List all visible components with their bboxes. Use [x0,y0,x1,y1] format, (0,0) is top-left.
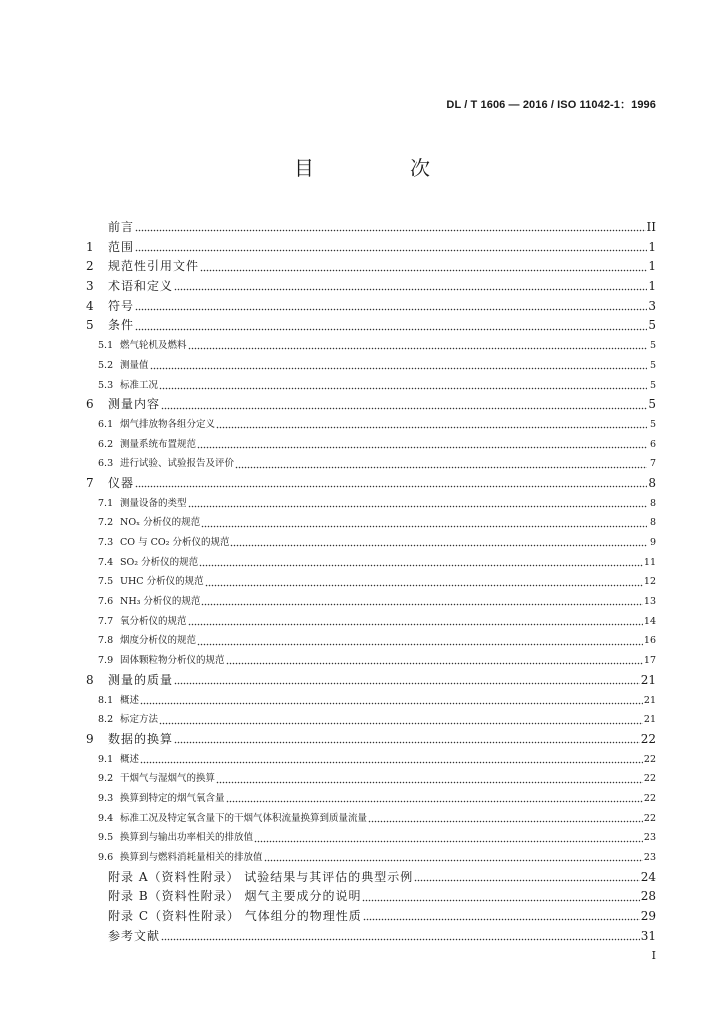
toc-entry-page: 1 [648,259,656,274]
toc-leader-dots [161,938,640,942]
toc-entry-label: 进行试验、试验报告及评价 [120,458,235,470]
table-of-contents [86,218,656,946]
toc-leader-dots [216,426,647,430]
toc-entry[interactable] [86,572,656,592]
toc-entry-number: 7.6 [98,596,114,608]
toc-entry[interactable] [86,454,656,474]
toc-leader-dots [188,504,647,508]
toc-entry-number: 9.4 [98,812,114,824]
toc-leader-dots [205,583,643,587]
toc-leader-dots [226,662,643,666]
toc-entry-page: 23 [643,852,656,863]
toc-leader-dots [135,327,647,331]
standard-code: DL / T 1606 — 2016 / ISO 11042-1：1996 [446,99,656,111]
toc-entry-number: 7.8 [98,635,114,647]
toc-entry[interactable] [86,631,656,651]
toc-entry-page: 22 [643,753,656,765]
toc-leader-dots [188,347,647,351]
toc-entry-page: 22 [643,792,656,804]
toc-entry-number: 2 [86,259,94,274]
page-title: 目 次 [294,156,468,180]
toc-entry-page: 7 [649,458,656,470]
toc-entry[interactable] [86,691,656,711]
toc-entry-page: 16 [643,635,656,647]
toc-entry[interactable] [86,809,656,829]
toc-entry-page: 9 [649,537,656,548]
toc-entry-label: 烟度分析仪的规范 [120,635,197,647]
toc-entry-label: 标准工况及特定氧含量下的干烟气体积流量换算到质量流量 [120,812,368,824]
toc-entry-number: 5.3 [98,379,114,391]
toc-entry-label: 固体颗粒物分析仪的规范 [120,655,225,667]
toc-entry-page: 5 [649,359,656,371]
toc-entry-page: 28 [640,889,656,904]
toc-entry-label: 烟气排放物各组分定义 [120,418,216,430]
toc-entry-page: 8 [649,517,656,529]
toc-entry-number: 8.2 [98,714,114,726]
toc-entry-label: 参考文献 [108,928,161,943]
toc-entry[interactable] [86,730,656,750]
toc-leader-dots [200,268,647,272]
toc-entry[interactable] [86,376,656,396]
toc-entry-number: 6.3 [98,458,114,470]
toc-entry-label: 测量值 [120,359,149,371]
toc-entry-label: 测量设备的类型 [120,497,187,509]
toc-entry-page: 5 [648,318,656,333]
toc-entry-page: 31 [640,928,656,943]
toc-entry-number: 6.2 [98,438,114,450]
toc-entry-label: 概述 [120,753,140,765]
toc-entry-label: 规范性引用文件 [108,259,200,274]
toc-leader-dots [174,741,640,745]
toc-entry-number: 9.3 [98,792,114,804]
toc-entry[interactable] [86,218,656,238]
toc-entry-page: 21 [643,694,656,706]
toc-entry-page: 3 [648,298,656,313]
toc-entry-page: 17 [643,655,656,667]
toc-leader-dots [235,465,647,469]
toc-entry-label: 概述 [120,694,140,706]
toc-entry[interactable] [86,238,656,258]
toc-leader-dots [216,780,643,784]
toc-entry-number: 3 [86,279,94,294]
toc-entry-page: 29 [640,909,656,924]
toc-entry-number: 9.6 [98,852,114,863]
toc-leader-dots [363,918,640,922]
toc-entry-page: 1 [648,279,656,294]
toc-leader-dots [362,898,639,902]
toc-entry[interactable] [86,887,656,907]
toc-leader-dots [135,249,647,253]
page-number: I [651,949,656,962]
toc-leader-dots [159,721,643,725]
toc-entry[interactable] [86,848,656,868]
toc-entry-number: 5.1 [98,340,114,352]
toc-entry-label: NH₃ 分析仪的规范 [120,596,201,608]
toc-entry-number: 7 [86,475,94,490]
toc-entry-number: 1 [86,239,94,254]
toc-leader-dots [254,839,643,843]
toc-entry[interactable] [86,592,656,612]
toc-entry-label: 换算到与燃料消耗量相关的排放值 [120,852,263,863]
toc-entry-number: 7.4 [98,556,114,568]
toc-entry[interactable] [86,257,656,277]
toc-entry-page: 22 [643,812,656,824]
toc-entry-number: 7.5 [98,576,114,588]
toc-entry-page: II [646,220,656,234]
toc-entry[interactable] [86,494,656,514]
toc-leader-dots [140,760,643,764]
toc-entry-label: 测量内容 [108,397,161,412]
toc-entry-label: 换算到与输出功率相关的排放值 [120,832,254,844]
toc-leader-dots [226,800,643,804]
toc-entry-number: 9.2 [98,773,114,785]
toc-entry-page: 5 [649,379,656,391]
toc-entry[interactable] [86,671,656,691]
toc-entry-number: 5 [86,318,94,333]
toc-leader-dots [188,623,643,627]
toc-entry[interactable] [86,474,656,494]
toc-entry-page: 13 [643,596,656,608]
toc-entry-number: 7.7 [98,615,114,627]
toc-entry-page: 21 [640,672,656,687]
toc-entry-label: 标准工况 [120,379,159,391]
toc-entry-label: 范围 [108,239,135,254]
toc-entry-label: NOₓ 分析仪的规范 [120,517,201,529]
toc-entry-number: 9.5 [98,832,114,844]
toc-entry-page: 23 [643,832,656,844]
toc-leader-dots [197,445,647,449]
toc-entry[interactable] [86,927,656,947]
toc-leader-dots [174,682,640,686]
toc-entry[interactable] [86,435,656,455]
toc-entry-label: 术语和定义 [108,279,174,294]
toc-entry[interactable] [86,533,656,553]
toc-entry[interactable] [86,336,656,356]
toc-entry-number: 6.1 [98,418,114,430]
toc-leader-dots [414,879,639,883]
toc-entry-number: 7.3 [98,537,114,548]
toc-entry[interactable] [86,789,656,809]
toc-entry-page: 11 [643,556,656,568]
toc-entry[interactable] [86,710,656,730]
toc-entry-label: 条件 [108,318,135,333]
toc-entry-label: 符号 [108,298,135,313]
toc-leader-dots [230,544,647,548]
toc-entry-label: 附录 A（资料性附录） 试验结果与其评估的典型示例 [108,869,414,884]
toc-entry-number: 8.1 [98,694,114,706]
toc-leader-dots [135,229,646,233]
toc-entry-page: 24 [640,869,656,884]
toc-entry[interactable] [86,415,656,435]
toc-leader-dots [135,485,647,489]
toc-entry-page: 1 [648,239,656,254]
toc-entry[interactable] [86,395,656,415]
toc-entry[interactable] [86,356,656,376]
toc-entry-label: 仪器 [108,475,135,490]
toc-entry-number: 9.1 [98,753,114,765]
toc-entry-page: 21 [643,714,656,726]
toc-entry[interactable] [86,553,656,573]
toc-entry-label: 燃气轮机及燃料 [120,340,187,352]
toc-leader-dots [264,859,643,863]
toc-entry-number: 7.1 [98,497,114,509]
toc-entry[interactable] [86,907,656,927]
toc-entry-label: 附录 C（资料性附录） 气体组分的物理性质 [108,909,362,924]
toc-entry-label: 换算到特定的烟气氧含量 [120,792,225,804]
toc-entry-label: CO 与 CO₂ 分析仪的规范 [120,537,230,548]
toc-entry-label: 测量系统布置规范 [120,438,197,450]
toc-leader-dots [140,701,643,705]
toc-entry[interactable] [86,316,656,336]
toc-leader-dots [135,308,647,312]
toc-entry-page: 12 [643,576,656,588]
toc-entry[interactable] [86,868,656,888]
toc-entry-label: 标定方法 [120,714,159,726]
toc-entry-number: 6 [86,397,94,412]
toc-entry-number: 7.2 [98,517,114,529]
toc-entry[interactable] [86,612,656,632]
toc-entry-label: UHC 分析仪的规范 [120,576,204,588]
toc-entry-label: 测量的质量 [108,672,174,687]
toc-entry-number: 5.2 [98,359,114,371]
toc-leader-dots [174,288,647,292]
toc-entry-page: 14 [643,615,656,627]
toc-leader-dots [368,819,643,823]
toc-leader-dots [159,386,647,390]
toc-leader-dots [161,406,647,410]
toc-entry-label: 干烟气与湿烟气的换算 [120,773,216,785]
toc-entry-page: 5 [649,418,656,430]
toc-entry-label: 前言 [108,220,135,234]
toc-entry-number: 4 [86,298,94,313]
toc-leader-dots [199,564,643,568]
toc-entry-label: 氧分析仪的规范 [120,615,187,627]
toc-entry[interactable] [86,513,656,533]
toc-entry[interactable] [86,750,656,770]
toc-entry-label: SO₂ 分析仪的规范 [120,556,199,568]
toc-entry[interactable] [86,297,656,317]
toc-entry-page: 22 [640,731,656,746]
toc-leader-dots [201,603,642,607]
toc-entry[interactable] [86,769,656,789]
toc-entry[interactable] [86,828,656,848]
toc-entry-number: 7.9 [98,655,114,667]
toc-entry-page: 6 [649,438,656,450]
toc-entry[interactable] [86,651,656,671]
toc-leader-dots [197,642,643,646]
toc-entry-page: 5 [648,397,656,412]
toc-entry-number: 9 [86,731,94,746]
toc-entry[interactable] [86,277,656,297]
toc-entry-label: 数据的换算 [108,731,174,746]
toc-entry-number: 8 [86,672,94,687]
toc-leader-dots [150,367,647,371]
toc-entry-page: 8 [648,475,656,490]
toc-entry-page: 22 [643,773,656,785]
toc-entry-label: 附录 B（资料性附录） 烟气主要成分的说明 [108,889,362,904]
toc-entry-page: 8 [649,497,656,509]
toc-leader-dots [201,524,647,528]
toc-entry-page: 5 [649,340,656,352]
